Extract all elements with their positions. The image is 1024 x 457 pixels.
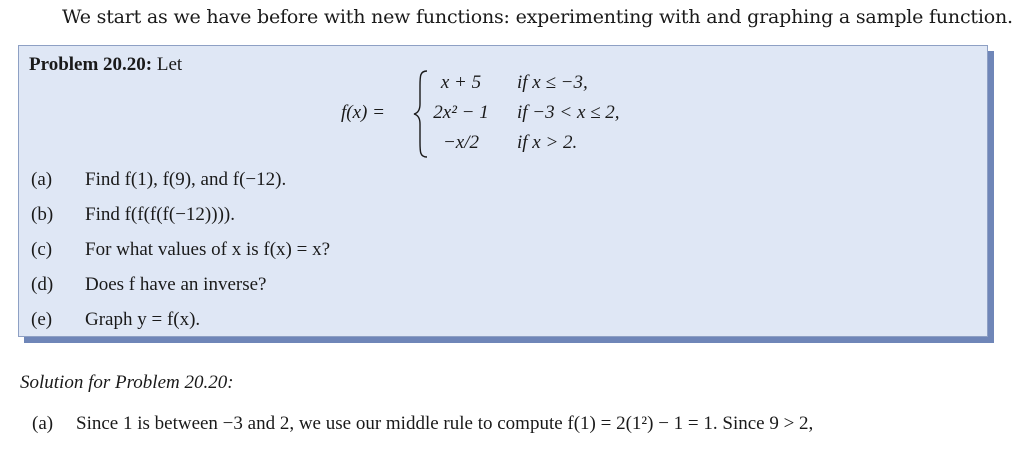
- case-2-condition: if −3 < x ≤ 2,: [517, 102, 620, 123]
- part-text: Find f(1), f(9), and f(−12).: [85, 169, 287, 190]
- part-text: Does f have an inverse?: [85, 274, 267, 295]
- solution-part-text: Since 1 is between −3 and 2, we use our middle rule to compute f(1) = 2(1²) − 1 = 1. Since 9 > 2,: [76, 413, 814, 434]
- case-1-condition: if x ≤ −3,: [517, 72, 588, 93]
- intro-text: We start as we have before with new functions: experimenting with and graphing a sample function.: [62, 6, 1013, 28]
- case-1-expression: x + 5: [440, 72, 482, 93]
- case-2-expression: 2x² − 1: [433, 102, 489, 123]
- part-letter: (e): [31, 309, 53, 330]
- problem-lead: Let: [156, 54, 183, 75]
- solution-part-letter: (a): [32, 413, 54, 434]
- part-letter: (a): [31, 169, 53, 190]
- solution-part-a: [32, 413, 813, 435]
- part-text: Graph y = f(x).: [85, 309, 201, 330]
- part-text: For what values of x is f(x) = x?: [85, 239, 330, 260]
- part-letter: (b): [31, 204, 54, 225]
- case-3-condition: if x > 2.: [517, 132, 578, 153]
- case-3-expression: −x/2: [442, 132, 480, 153]
- solution-heading: Solution for Problem 20.20:: [20, 372, 234, 393]
- function-lhs: f(x) =: [341, 102, 385, 123]
- part-text: Find f(f(f(f(−12)))).: [85, 204, 235, 225]
- piecewise-definition: [341, 68, 701, 160]
- part-letter: (d): [31, 274, 54, 295]
- problem-box: [18, 45, 988, 337]
- part-letter: (c): [31, 239, 53, 260]
- problem-label: Problem 20.20:: [29, 54, 153, 75]
- problem-heading: [29, 54, 182, 76]
